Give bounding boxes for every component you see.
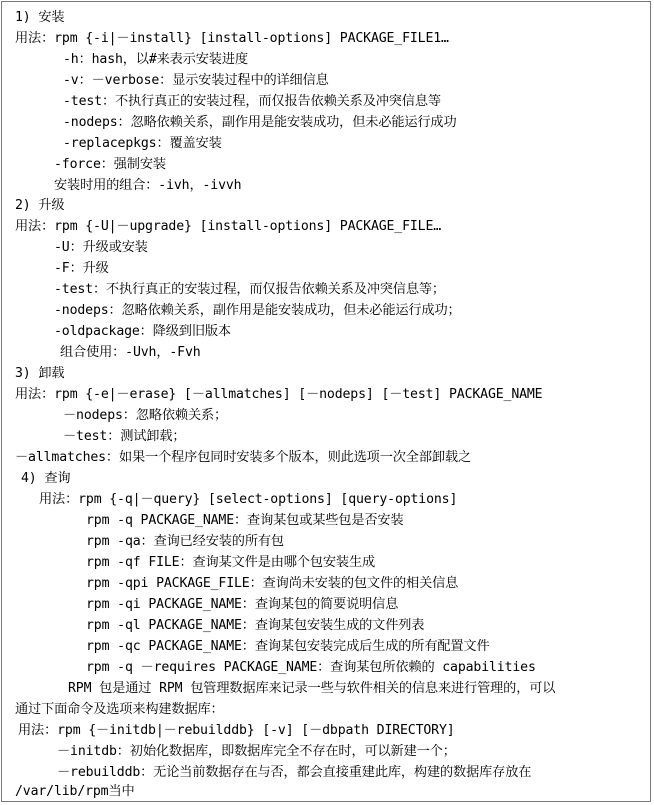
install-option-nodeps: -nodeps：忽略依赖关系，副作用是能安装成功，但未必能运行成功 <box>63 115 457 130</box>
erase-option-nodeps: －nodeps：忽略依赖关系； <box>63 408 228 423</box>
query-heading: 4) 查询 <box>21 471 71 486</box>
rebuild-option-rebuilddb-line2: /var/lib/rpm当中 <box>15 784 135 799</box>
upgrade-option-nodeps: -nodeps：忽略依赖关系，副作用是能安装成功，但未必能运行成功； <box>54 303 461 318</box>
query-q: rpm -q PACKAGE_NAME：查询某包或某些包是否安装 <box>86 513 404 528</box>
query-qpi: rpm -qpi PACKAGE_FILE：查询尚未安装的包文件的相关信息 <box>86 576 459 591</box>
erase-option-test: －test：测试卸载； <box>63 429 186 444</box>
rebuild-option-initdb: －initdb：初始化数据库，即数据库完全不存在时，可以新建一个； <box>57 744 456 759</box>
upgrade-combo: 组合使用：-Uvh，-Fvh <box>60 345 201 360</box>
rebuild-usage: 用法：rpm {－initdb|－rebuilddb} [-v] [－dbpath DIRECTORY] <box>18 723 455 738</box>
query-usage: 用法：rpm {-q|－query} [select-options] [query-options] <box>39 492 458 507</box>
upgrade-option-F: -F：升级 <box>54 261 109 276</box>
erase-heading: 3) 卸载 <box>15 366 65 381</box>
query-ql: rpm -ql PACKAGE_NAME：查询某包安装生成的文件列表 <box>86 618 425 633</box>
upgrade-usage: 用法：rpm {-U|－upgrade} [install-options] PACKAGE_FILE… <box>15 219 442 234</box>
install-option-h: -h：hash，以#来表示安装进度 <box>63 52 248 67</box>
upgrade-option-U: -U：升级或安装 <box>54 240 148 255</box>
document-frame <box>1 1 651 802</box>
query-requires: rpm -q －requires PACKAGE_NAME：查询某包所依赖的 capabilities <box>86 660 536 675</box>
rebuild-option-rebuilddb-line1: －rebuilddb：无论当前数据存在与否，都会直接重建此库，构建的数据库存放在 <box>57 765 532 780</box>
erase-option-allmatches: －allmatches：如果一个程序包同时安装多个版本，则此选项一次全部卸载之 <box>15 450 471 465</box>
install-option-replacepkgs: -replacepkgs：覆盖安装 <box>63 136 222 151</box>
install-option-v: -v：－verbose：显示安装过程中的详细信息 <box>63 73 329 88</box>
query-qa: rpm -qa：查询已经安装的所有包 <box>86 534 284 549</box>
query-qf: rpm -qf FILE：查询某文件是由哪个包安装生成 <box>86 555 376 570</box>
rebuild-intro-line1: RPM 包是通过 RPM 包管理数据库来记录一些与软件相关的信息来进行管理的，可以 <box>68 681 556 696</box>
install-option-test: -test：不执行真正的安装过程，而仅报告依赖关系及冲突信息等 <box>63 94 441 109</box>
install-heading: 1) 安装 <box>15 10 65 25</box>
install-option-force: -force：强制安装 <box>54 157 166 172</box>
install-combo: 安装时用的组合：-ivh，-ivvh <box>54 178 242 193</box>
upgrade-option-oldpackage: -oldpackage：降级到旧版本 <box>54 324 231 339</box>
upgrade-heading: 2) 升级 <box>15 198 65 213</box>
query-qi: rpm -qi PACKAGE_NAME：查询某包的简要说明信息 <box>86 597 399 612</box>
rebuild-intro-line2: 通过下面命令及选项来构建数据库： <box>15 702 224 717</box>
erase-usage: 用法：rpm {-e|－erase} [－allmatches] [－nodeps] [－test] PACKAGE_NAME <box>15 387 543 402</box>
query-qc: rpm -qc PACKAGE_NAME：查询某包安装完成后生成的所有配置文件 <box>86 639 490 654</box>
install-usage: 用法：rpm {-i|－install} [install-options] PACKAGE_FILE1… <box>15 31 449 46</box>
upgrade-option-test: -test：不执行真正的安装过程，而仅报告依赖关系及冲突信息等； <box>54 282 445 297</box>
